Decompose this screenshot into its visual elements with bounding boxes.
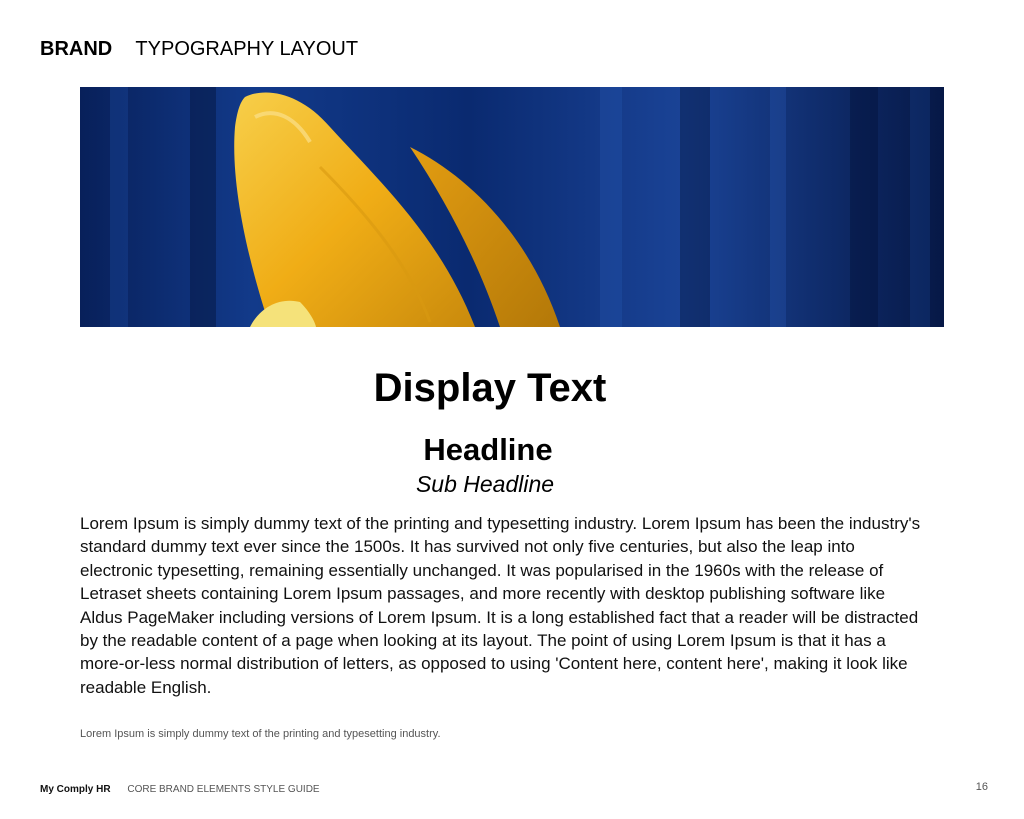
hero-image [80,87,944,327]
headline: Headline [423,432,553,467]
display-text: Display Text [373,366,607,410]
flower-photo-icon [80,87,944,327]
body-paragraph: Lorem Ipsum is simply dummy text of the printing and typesetting industry. Lorem Ipsum has been the industry's standard dummy text ever since the 1500s. It has survived not only five centuries, but also the leap into electronic typesetting, remaining essentially unchanged. It was popularised in the 1960s with the release of Letraset sheets containing Lorem Ipsum passages, and more recently with desktop publishing software like Aldus PageMaker including versions of Lorem Ipsum. It is a long established fact that a reader will be distracted by the readable content of a page when looking at its layout. The point of using Lorem Ipsum is that it has a more-or-less normal distribution of letters, as opposed to using 'Content here, content here', making it look like readable English. [80,514,921,697]
section-title: TYPOGRAPHY LAYOUT [135,38,359,60]
sub-headline: Sub Headline [415,471,555,497]
brand-label: BRAND [40,38,113,60]
page-footer [40,782,320,798]
guide-title: CORE BRAND ELEMENTS STYLE GUIDE [127,784,320,795]
caption-text: Lorem Ipsum is simply dummy text of the printing and typesetting industry. [80,728,441,740]
page-header [40,36,358,62]
page-number: 16 [975,781,988,793]
company-name: My Comply HR [40,784,111,795]
